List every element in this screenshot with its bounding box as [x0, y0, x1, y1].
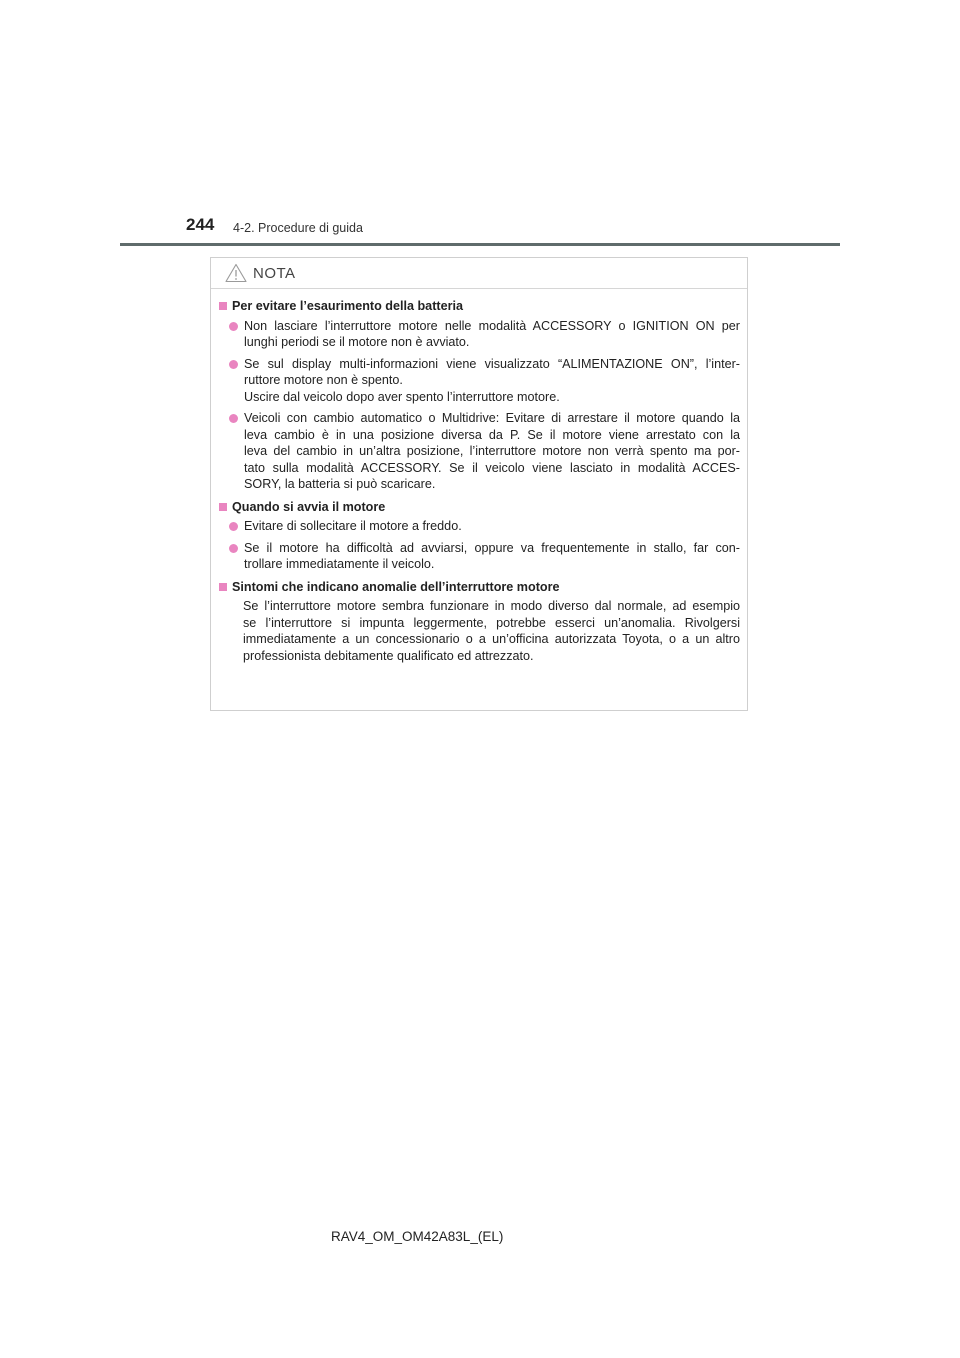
paragraph	[219, 598, 740, 664]
text-line: leva del cambio in un’altra posizione, l’interruttore motore non verrà spento ma por-	[244, 444, 740, 458]
text-line: Se il motore ha difficoltà ad avviarsi, oppure va frequentemente in stallo, far con-	[244, 540, 740, 555]
notice-body	[211, 289, 747, 664]
heading-text: Per evitare l’esaurimento della batteria	[232, 299, 463, 313]
notice-header	[211, 258, 747, 289]
text-line: Uscire dal veicolo dopo aver spento l’interruttore motore.	[244, 389, 560, 404]
item-text	[244, 518, 740, 535]
page-number: 244	[186, 215, 215, 234]
header-rule	[120, 243, 840, 246]
section-heading	[219, 499, 740, 516]
text-line: Se sul display multi-informazioni viene visualizzato “ALIMENTAZIONE ON”, l’inter-	[244, 356, 740, 371]
list-item	[219, 410, 740, 493]
notice-box	[210, 257, 748, 711]
text-line: professionista debitamente qualificato ed attrezzato.	[243, 648, 534, 663]
text-line: Evitare di sollecitare il motore a freddo.	[244, 519, 462, 533]
text-line: lunghi periodi se il motore non è avviato.	[244, 335, 470, 349]
list-item	[219, 518, 740, 535]
dot-bullet-icon	[229, 544, 238, 553]
doc-code-footer: RAV4_OM_OM42A83L_(EL)	[331, 1229, 504, 1244]
section-battery	[219, 298, 740, 493]
item-text	[244, 318, 740, 351]
item-text	[244, 540, 740, 573]
section-start-engine	[219, 499, 740, 573]
dot-bullet-icon	[229, 360, 238, 369]
item-text	[244, 356, 740, 406]
square-bullet-icon	[219, 503, 227, 511]
text-line: ruttore motore non è spento.	[244, 373, 403, 387]
text-line: Se l’interruttore motore sembra funzionare in modo diverso dal normale, ad esempio	[243, 599, 740, 613]
item-text	[244, 410, 740, 493]
section-heading	[219, 579, 740, 596]
text-line: Veicoli con cambio automatico o Multidrive: Evitare di arrestare il motore quando la	[244, 411, 740, 425]
text-line: Non lasciare l’interruttore motore nelle modalità ACCESSORY o IGNITION ON per	[244, 318, 740, 333]
text-line: trollare immediatamente il veicolo.	[244, 557, 435, 571]
warning-triangle-icon	[225, 263, 247, 283]
list-item	[219, 318, 740, 351]
dot-bullet-icon	[229, 322, 238, 331]
text-line: leva cambio è in una posizione diversa da P. Se il motore viene arrestato con la	[244, 427, 740, 442]
square-bullet-icon	[219, 302, 227, 310]
text-line: immediatamente a un concessionario o a un’officina autorizzata Toyota, o a un altro	[243, 632, 740, 646]
text-line: SORY, la batteria si può scaricare.	[244, 477, 436, 491]
section-heading	[219, 298, 740, 315]
text-line: tato sulla modalità ACCESSORY. Se il veicolo viene lasciato in modalità ACCES-	[244, 460, 740, 475]
list-item	[219, 356, 740, 406]
heading-text: Quando si avvia il motore	[232, 499, 386, 514]
square-bullet-icon	[219, 583, 227, 591]
dot-bullet-icon	[229, 522, 238, 531]
text-line: se l’interruttore si impunta leggermente, potrebbe esserci un’anomalia. Rivolgersi	[243, 615, 740, 630]
notice-title: NOTA	[253, 264, 296, 282]
section-switch-anomaly	[219, 579, 740, 665]
section-title: 4-2. Procedure di guida	[233, 221, 363, 235]
heading-text: Sintomi che indicano anomalie dell’interruttore motore	[232, 579, 560, 594]
dot-bullet-icon	[229, 414, 238, 423]
list-item	[219, 540, 740, 573]
